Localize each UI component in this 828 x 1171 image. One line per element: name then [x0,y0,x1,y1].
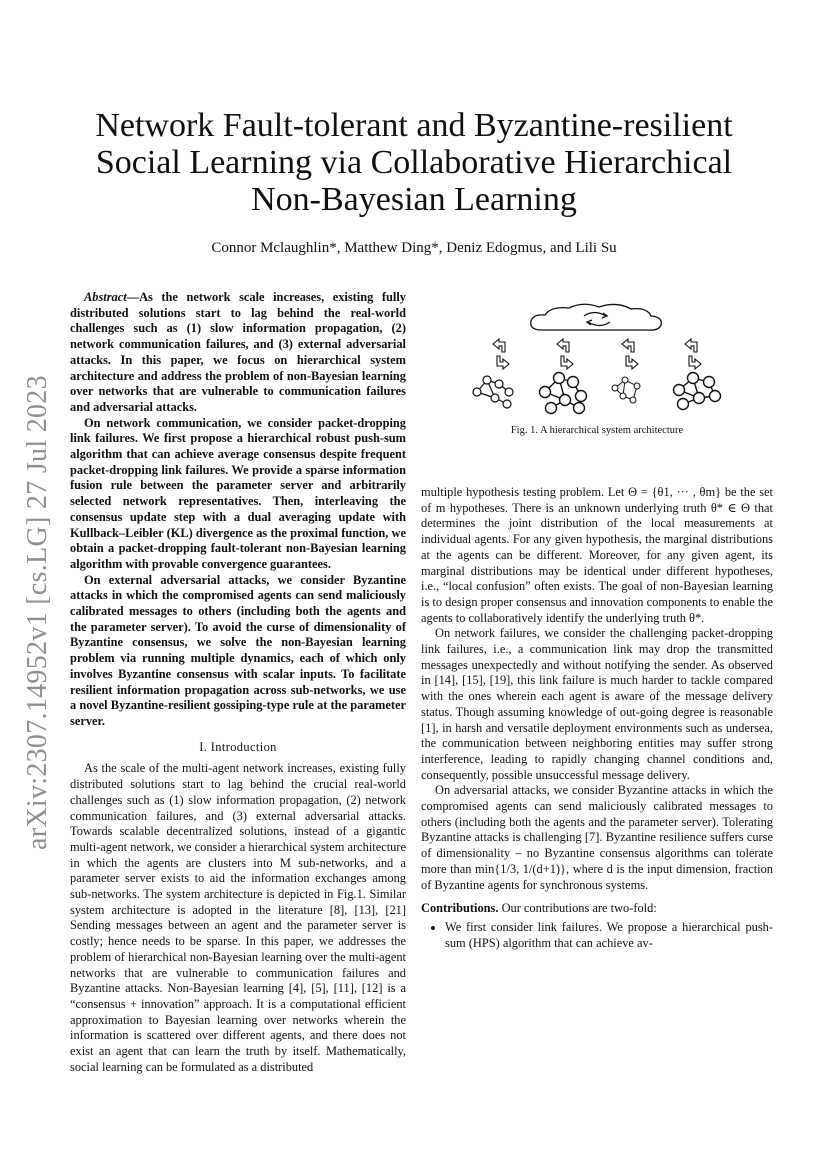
sub-network-2 [540,373,587,414]
contributions-paragraph [421,901,773,917]
hierarchical-architecture-diagram [447,292,747,417]
sub-network-1 [473,376,513,408]
paper-title: Network Fault-tolerant and Byzantine-resilient Social Learning via Collaborative Hierarchical Non-Bayesian Learning [95,107,733,218]
right-paragraph-3: On adversarial attacks, we consider Byzantine attacks in which the compromised agents can send maliciously calibrated messages to others (including both the agents and the parameter server). Tolerating Byzantine attacks is challenging [7]. Byzantine resilience suffers curse of dimensionality – no Byzantine consensus algorithms can tolerate more than min{1/3, 1/(d+1)}, where d is the input dimension, fraction of Byzantine agents for synchronous systems. [421,783,773,892]
contributions-list [421,920,773,951]
right-column [421,485,773,951]
right-paragraph-1: multiple hypothesis testing problem. Let Θ = {θ1, ··· , θm} be the set of m hypotheses. There is an unknown underlying truth θ* ∈ Θ that determines the joint distribution of the local measurements at individual agents. For any given hypothesis, the marginal distributions at the agents can be different. Moreover, for any given agent, its marginal distributions may be identical under different hypotheses, i.e., “local confusion” often exists. The goal of non-Bayesian learning is to design proper consensus and innovation components to enable the agents to collaboratively identify the underlying truth θ*. [421,485,773,625]
author-list: Connor Mclaughlin*, Matthew Ding*, Deniz Edogmus, and Lili Su [211,240,617,256]
contributions-heading: Contributions. [421,901,499,916]
sync-arrow-icons [493,339,701,369]
contribution-item-1: • We first consider link failures. We propose a hierarchical push-sum (HPS) algorithm that can achieve av- [445,920,773,951]
right-paragraph-2: On network failures, we consider the challenging packet-dropping link failures, i.e., a communication link may drop the transmitted messages unexpectedly and without notifying the sender. As observed in [14], [15], [19], this link failure is much harder to tackle compared with the ones wherein each agent is aware of the message delivery status. Though assuming knowledge of out-going degree is reasonable [1], in harsh and versatile deployment environments such as undersea, the communication between neighboring entities may suffer strong interference, leading to rapidly changing channel conditions and, consequently, possible unsuccessful message delivery. [421,626,773,782]
abstract-paragraph-2: On network communication, we consider packet-dropping link failures. We first propose a hierarchical robust push-sum algorithm that can achieve average consensus despite frequent packet-dropping link failures. We provide a sparse information fusion rule between the parameter server and arbitrarily selected network representatives. Then, interleaving the consensus update step with a dual averaging update with Kullback–Leibler (KL) divergence as the proximal function, we obtain a packet-dropping fault-tolerant non-Bayesian learning algorithm with provable convergence guarantees. [70,415,406,571]
section-heading-introduction: I. Introduction [199,739,277,754]
figure-caption: Fig. 1. A hierarchical system architecture [510,425,684,436]
introduction-paragraph-1: As the scale of the multi-agent network increases, existing fully distributed solutions start to lag behind the crucial real-world challenges such as (1) slow information propagation, (2) network communication failures, and (3) external adversarial attacks. Towards scalable decentralized solutions, instead of a gigantic multi-agent network, we consider a hierarchical system architecture in which the agents are clusters into M sub-networks, and a parameter server exists to aid the information exchanges among sub-networks. The system architecture is depicted in Fig.1. Similar system architecture is adopted in the literature [8], [13], [21] Sending messages between an agent and the parameter server is costly; hence needs to be sparse. In this paper, we addresses the problem of hierarchical non-Bayesian learning over the multi-agent networks that are vulnerable to communication failures and Byzantine attacks. Non-Bayesian learning [4], [5], [11], [12] is a “consensus + innovation” approach. It is a computational efficient approximation to Bayesian learning over networks wherein the information is scattered over different agents, and there does not exist an agent that can learn the truth by itself. Mathematically, social learning can be formulated as a distributed [70,761,406,1074]
abstract-text-1: —As the network scale increases, existing fully distributed solutions start to lag behind the real-world challenges such as (1) slow information propagation, (2) network communication failures, and (3) external adversarial attacks. In this paper, we focus on hierarchical system architecture and address the problem of non-Bayesian learning over networks that are vulnerable to communication failures and adversarial attacks. [70,290,406,414]
abstract-paragraph-1 [70,290,406,416]
cloud-server-icon [531,304,662,330]
sub-network-4 [674,373,721,410]
abstract-label: Abstract [84,290,127,304]
contributions-lead: Our contributions are two-fold: [498,901,657,916]
left-column [70,290,406,1075]
sub-network-3 [612,377,640,403]
arxiv-identifier-stamp: arXiv:2307.14952v1 [cs.LG] 27 Jul 2023 [22,375,53,850]
figure-1 [421,292,773,436]
abstract-paragraph-3: On external adversarial attacks, we consider Byzantine attacks in which the compromised agents can send maliciously calibrated messages to others (including both the agents and the parameter server). To avoid the curse of dimensionality of Byzantine consensus, we solve the non-Bayesian learning problem via running multiple dynamics, each of which only involves Byzantine consensus with scalar inputs. To facilitate resilient information propagation across sub-networks, we use a novel Byzantine-resilient gossiping-type rule at the parameter server. [70,572,406,728]
